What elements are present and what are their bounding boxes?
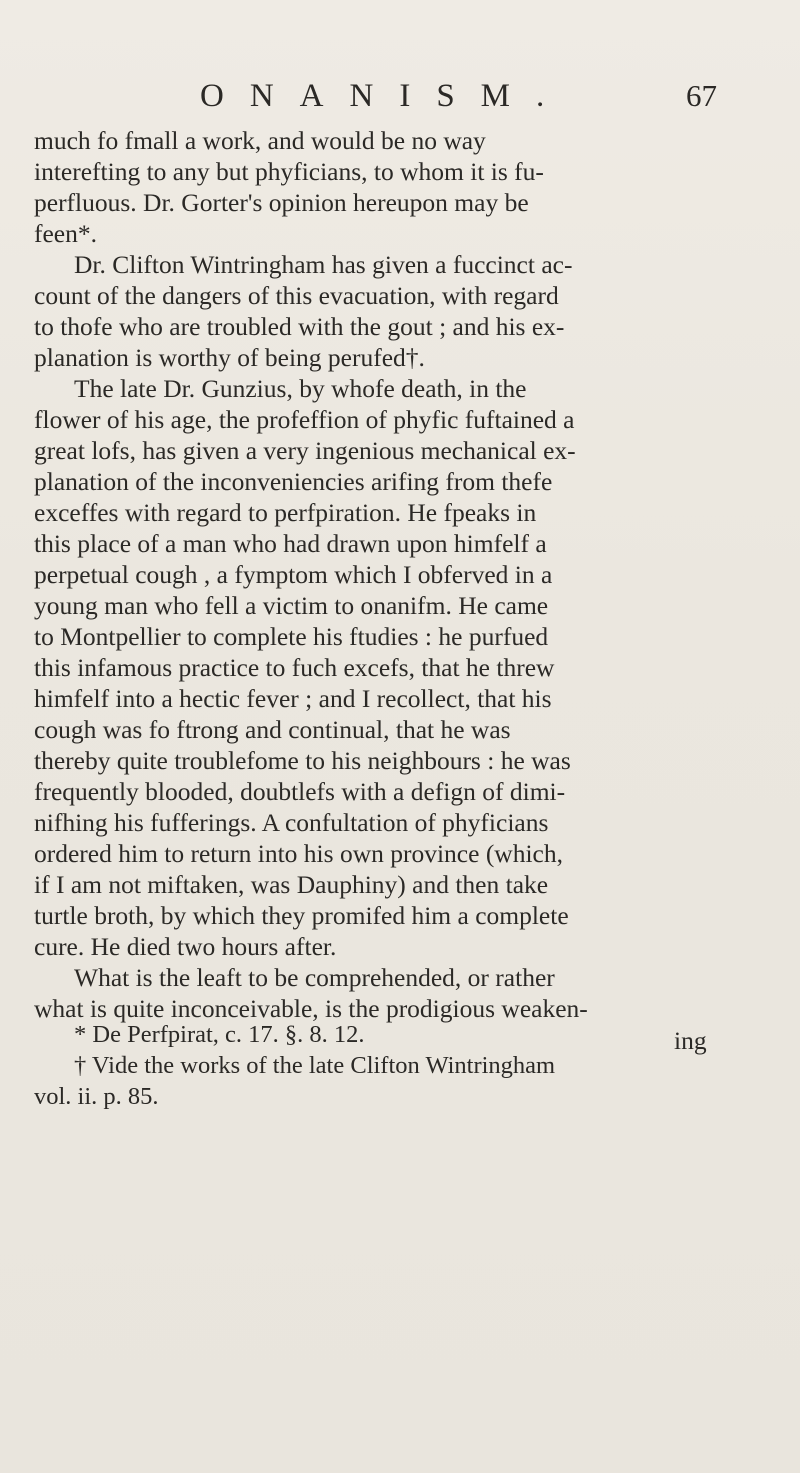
text-line: turtle broth, by which they promifed him a complete <box>34 901 569 930</box>
footnote-line: † Vide the works of the late Clifton Wintringham <box>74 1052 556 1079</box>
running-head <box>0 78 800 118</box>
text-line: ordered him to return into his own province (which, <box>34 839 564 868</box>
page-number: 67 <box>686 78 717 113</box>
text-line: interefting to any but phyficians, to whom it is fu- <box>34 157 544 186</box>
text-line: count of the dangers of this evacuation, with regard <box>34 281 559 310</box>
text-line: if I am not miftaken, was Dauphiny) and then take <box>34 870 549 899</box>
text-line: feen*. <box>34 219 98 248</box>
text-line: himfelf into a hectic fever ; and I recollect, that his <box>34 684 552 713</box>
text-line: cure. He died two hours after. <box>34 932 337 961</box>
text-line: What is the leaft to be comprehended, or rather <box>74 963 555 992</box>
text-line: what is quite inconceivable, is the prodigious weaken- <box>34 994 588 1023</box>
text-line: planation of the inconveniencies arifing from thefe <box>34 467 553 496</box>
text-line: The late Dr. Gunzius, by whofe death, in the <box>74 374 527 403</box>
text-line: great lofs, has given a very ingenious mechanical ex- <box>34 436 576 465</box>
text-line: perfluous. Dr. Gorter's opinion hereupon may be <box>34 188 529 217</box>
footnote-line: * De Perfpirat, c. 17. §. 8. 12. <box>74 1021 365 1048</box>
catchword: ing <box>674 1026 707 1055</box>
text-line: nifhing his fufferings. A confultation of phyficians <box>34 808 549 837</box>
text-line: Dr. Clifton Wintringham has given a fuccinct ac- <box>74 250 573 279</box>
footnote-line: vol. ii. p. 85. <box>34 1083 159 1110</box>
text-line: frequently blooded, doubtlefs with a defign of dimi- <box>34 777 566 806</box>
text-line: to Montpellier to complete his ftudies : he purfued <box>34 622 549 651</box>
text-line: this place of a man who had drawn upon himfelf a <box>34 529 547 558</box>
running-title: ONANISM. <box>200 78 571 114</box>
text-line: this infamous practice to fuch excefs, that he threw <box>34 653 555 682</box>
text-line: to thofe who are troubled with the gout ; and his ex- <box>34 312 565 341</box>
text-line: perpetual cough , a fymptom which I obferved in a <box>34 560 553 589</box>
text-line: flower of his age, the profeffion of phyfic fuftained a <box>34 405 575 434</box>
text-line: young man who fell a victim to onanifm. He came <box>34 591 549 620</box>
text-line: cough was fo ftrong and continual, that he was <box>34 715 511 744</box>
text-line: much fo fmall a work, and would be no way <box>34 126 486 155</box>
text-line: thereby quite troublefome to his neighbours : he was <box>34 746 571 775</box>
text-line: planation is worthy of being perufed†. <box>34 343 425 372</box>
text-line: exceffes with regard to perfpiration. He fpeaks in <box>34 498 537 527</box>
